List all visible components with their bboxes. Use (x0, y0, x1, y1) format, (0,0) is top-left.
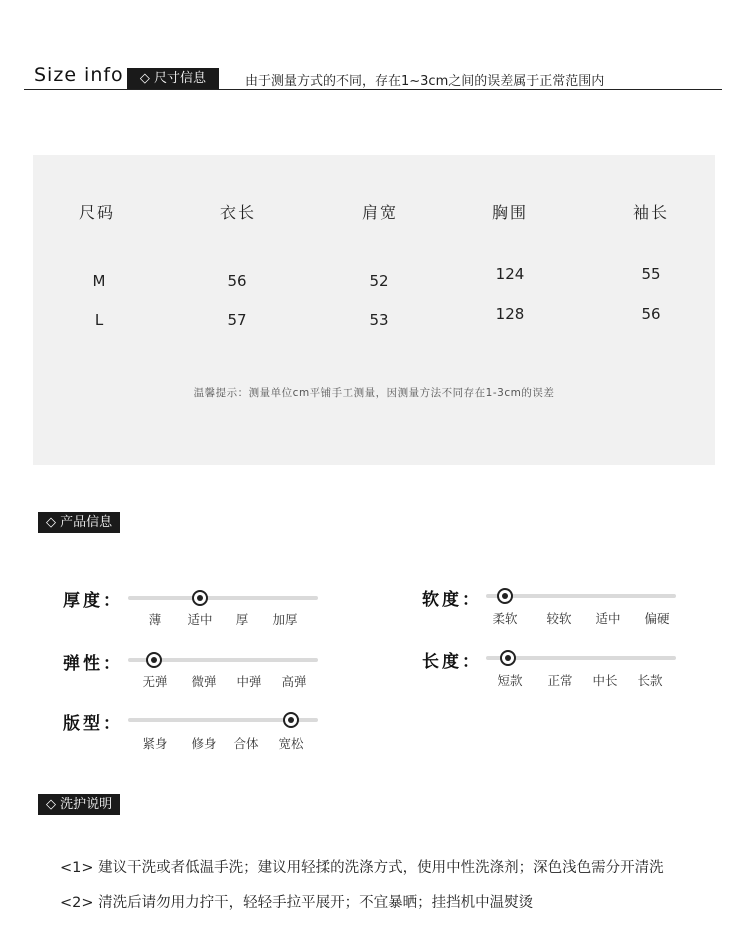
scale-option: 紧身 (142, 736, 168, 751)
scale-option: 修身 (191, 736, 217, 751)
table-cell: 128 (495, 305, 525, 323)
attr-label-elasticity: 弹性： (63, 654, 123, 674)
care-tag: ◇ 洗护说明 (38, 794, 120, 815)
table-cell: 56 (227, 272, 247, 290)
scale-option: 长款 (637, 673, 663, 688)
scale-option: 合体 (233, 736, 259, 751)
attr-label-thickness: 厚度： (63, 591, 123, 611)
attr-label-fit: 版型： (63, 714, 123, 734)
scale-option: 适中 (595, 611, 621, 626)
scale-option: 正常 (547, 673, 573, 688)
table-cell: 56 (641, 305, 661, 323)
table-footnote: 温馨提示：测量单位cm平铺手工测量，因测量方法不同存在1-3cm的误差 (193, 387, 555, 399)
thickness-scale (128, 596, 318, 600)
fit-marker (283, 712, 299, 728)
measurement-note: 由于测量方式的不同，存在1~3cm之间的误差属于正常范围内 (245, 74, 605, 89)
scale-option: 厚 (235, 612, 249, 627)
scale-option: 加厚 (272, 612, 298, 627)
length-marker (500, 650, 516, 666)
scale-option: 较软 (546, 611, 572, 626)
scale-option: 适中 (187, 612, 213, 627)
scale-option: 薄 (148, 612, 162, 627)
elasticity-marker (146, 652, 162, 668)
attr-label-length: 长度： (422, 652, 482, 672)
scale-option: 微弹 (191, 674, 217, 689)
attr-label-softness: 软度： (422, 590, 482, 610)
table-cell: 53 (369, 311, 389, 329)
table-cell: M (92, 272, 106, 290)
product-info-tag: ◇ 产品信息 (38, 512, 120, 533)
table-cell: 57 (227, 311, 247, 329)
scale-option: 无弹 (142, 674, 168, 689)
scale-option: 短款 (497, 673, 523, 688)
scale-option: 中弹 (236, 674, 262, 689)
table-header-bust: 胸围 (491, 203, 529, 222)
scale-option: 高弹 (281, 674, 307, 689)
scale-option: 宽松 (278, 736, 304, 751)
table-cell: 52 (369, 272, 389, 290)
thickness-marker (192, 590, 208, 606)
table-cell: L (94, 311, 104, 329)
scale-option: 柔软 (492, 611, 518, 626)
table-cell: 55 (641, 265, 661, 283)
care-line: <2> 清洗后请勿用力拧干，轻轻手拉平展开；不宜暴晒；挂挡机中温熨烫 (60, 895, 534, 911)
section-title: Size info (34, 64, 124, 86)
softness-marker (497, 588, 513, 604)
care-line: <1> 建议干洗或者低温手洗；建议用轻揉的洗涤方式，使用中性洗涤剂；深色浅色需分开清洗 (60, 860, 664, 876)
scale-option: 偏硬 (644, 611, 670, 626)
table-header-size: 尺码 (78, 203, 116, 222)
table-header-shoulder: 肩宽 (361, 203, 399, 222)
table-header-length: 衣长 (219, 203, 257, 222)
size-info-tag: ◇ 尺寸信息 (127, 68, 219, 89)
softness-scale (486, 594, 676, 598)
header-divider (24, 89, 722, 90)
size-table (33, 155, 715, 465)
scale-option: 中长 (592, 673, 618, 688)
table-header-sleeve: 袖长 (632, 203, 670, 222)
table-cell: 124 (495, 265, 525, 283)
